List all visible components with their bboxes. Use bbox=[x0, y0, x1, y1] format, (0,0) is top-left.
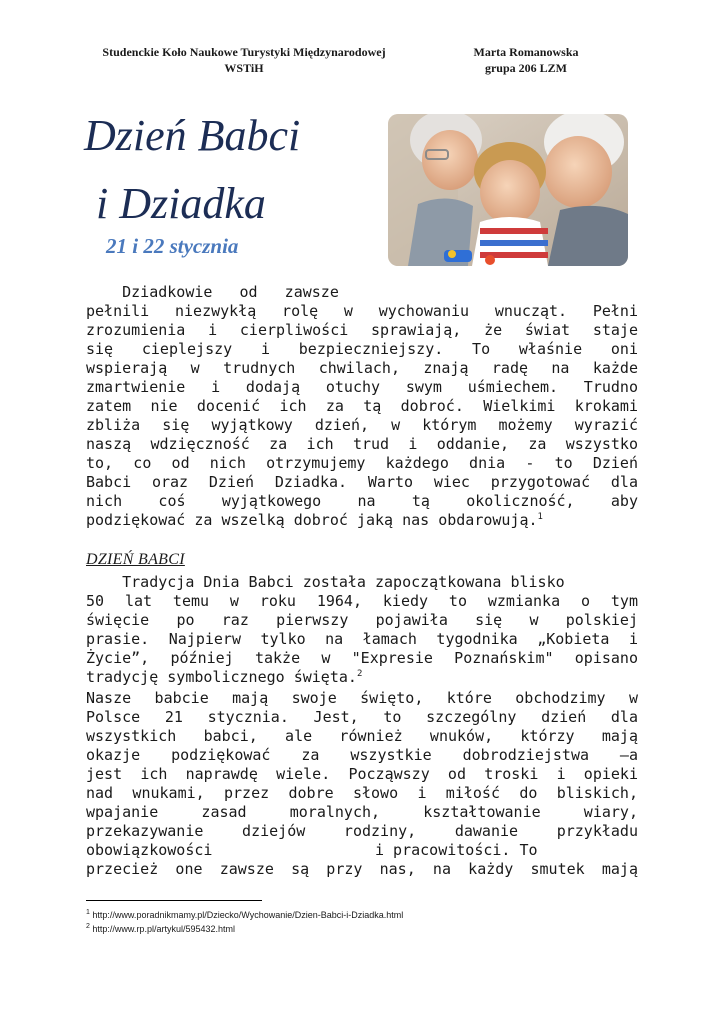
paragraph-2-line: święcie po raz pierwszy pojawiła się w polskiej bbox=[86, 611, 638, 629]
footnote-separator bbox=[86, 900, 262, 901]
paragraph-1-line-text: podziękować za wszelką dobroć jaką nas obdarowują. bbox=[86, 511, 538, 529]
paragraph-2-line: 50 lat temu w roku 1964, kiedy to wzmianka o tym bbox=[86, 592, 638, 610]
header-right bbox=[456, 44, 596, 76]
paragraph-1-line: pełnili niezwykłą rolę w wychowaniu wnucząt. Pełni bbox=[86, 302, 638, 320]
header-group: grupa 206 LZM bbox=[484, 61, 567, 75]
footnote-2-number: 2 bbox=[86, 923, 90, 930]
footnote-2 bbox=[86, 923, 235, 935]
paragraph-1-line: zbliża się wyjątkowy dzień, w którym możemy wyrazić bbox=[86, 416, 638, 434]
paragraph-3-line: Nasze babcie mają swoje święto, które obchodzimy w bbox=[86, 689, 638, 707]
paragraph-1-line: naszą wdzięczność za ich trud i oddanie, za wszystko bbox=[86, 435, 638, 453]
paragraph-3-line: przekazywanie dziejów rodziny, dawanie przykładu bbox=[86, 822, 638, 840]
grandparents-photo bbox=[388, 114, 628, 266]
paragraph-1-line: Babci oraz Dzień Dziadka. Warto wiec przygotować dla bbox=[86, 473, 638, 491]
header-organization: Studenckie Koło Naukowe Turystyki Międzynarodowej bbox=[102, 45, 386, 59]
header-author: Marta Romanowska bbox=[473, 45, 579, 59]
paragraph-2-line: Życie”, później także w "Expresie Poznańskim" opisano bbox=[86, 649, 638, 667]
paragraph-3-line: wpajanie zasad moralnych, kształtowanie wiary, bbox=[86, 803, 638, 821]
title-date: 21 i 22 stycznia bbox=[106, 234, 239, 258]
paragraph-1-line: to, co od nich otrzymujemy każdego dnia - to Dzień bbox=[86, 454, 638, 472]
paragraph-3-line: nad wnukami, przez dobre słowo i miłość do bliskich, bbox=[86, 784, 638, 802]
paragraph-2-line: Tradycja Dnia Babci została zapoczątkowana blisko bbox=[86, 573, 565, 591]
paragraph-2-line: prasie. Najpierw tylko na łamach tygodnika „Kobieta i bbox=[86, 630, 638, 648]
footnote-2-link[interactable]: http://www.rp.pl/artykul/595432.html bbox=[92, 924, 235, 934]
paragraph-1-line-last bbox=[86, 511, 638, 529]
paragraph-1-line: Dziadkowie od zawsze bbox=[86, 283, 339, 301]
paragraph-3-line: okazje podziękować za wszystkie dobrodziejstwa –a bbox=[86, 746, 638, 764]
footnote-reference-1[interactable]: 1 bbox=[537, 512, 543, 522]
paragraph-3-line: wszystkich babci, ale również wnuków, którzy mają bbox=[86, 727, 638, 745]
paragraph-1-line: zmartwienie i dodają otuchy swym uśmiechem. Trudno bbox=[86, 378, 638, 396]
section-heading-dzien-babci: DZIEŃ BABCI bbox=[86, 551, 185, 568]
header-left bbox=[84, 44, 404, 76]
paragraph-1-line: zrozumienia i cierpliwości sprawiają, że świat staje bbox=[86, 321, 638, 339]
footnote-reference-2[interactable]: 2 bbox=[356, 669, 363, 679]
paragraph-2-line-text: tradycję symbolicznego święta. bbox=[86, 668, 357, 686]
header-school: WSTiH bbox=[224, 61, 264, 75]
title-line-2: i Dziadka bbox=[96, 179, 266, 228]
paragraph-2-line-last bbox=[86, 668, 638, 686]
footnote-1 bbox=[86, 909, 403, 921]
paragraph-3-line: jest ich naprawdę wiele. Począwszy od troski i opieki bbox=[86, 765, 638, 783]
paragraph-1-line: się cieplejszy i bezpieczniejszy. To właśnie oni bbox=[86, 340, 638, 358]
title-line-1: Dzień Babci bbox=[84, 111, 301, 160]
paragraph-3-line: przecież one zawsze są przy nas, na każdy smutek mają bbox=[86, 860, 638, 878]
paragraph-1-line: nich coś wyjątkowego na tą okoliczność, aby bbox=[86, 492, 638, 510]
paragraph-1-line: wspierają w trudnych chwilach, znają radę na każde bbox=[86, 359, 638, 377]
footnote-1-number: 1 bbox=[86, 909, 90, 916]
paragraph-3-line: obowiązkowości i pracowitości. To bbox=[86, 841, 538, 859]
paragraph-3-line: Polsce 21 stycznia. Jest, to szczególny dzień dla bbox=[86, 708, 638, 726]
paragraph-1-line: zatem nie docenić ich za tą dobroć. Wielkimi krokami bbox=[86, 397, 638, 415]
footnote-1-link[interactable]: http://www.poradnikmamy.pl/Dziecko/Wychowanie/Dzien-Babci-i-Dziadka.html bbox=[92, 910, 404, 920]
